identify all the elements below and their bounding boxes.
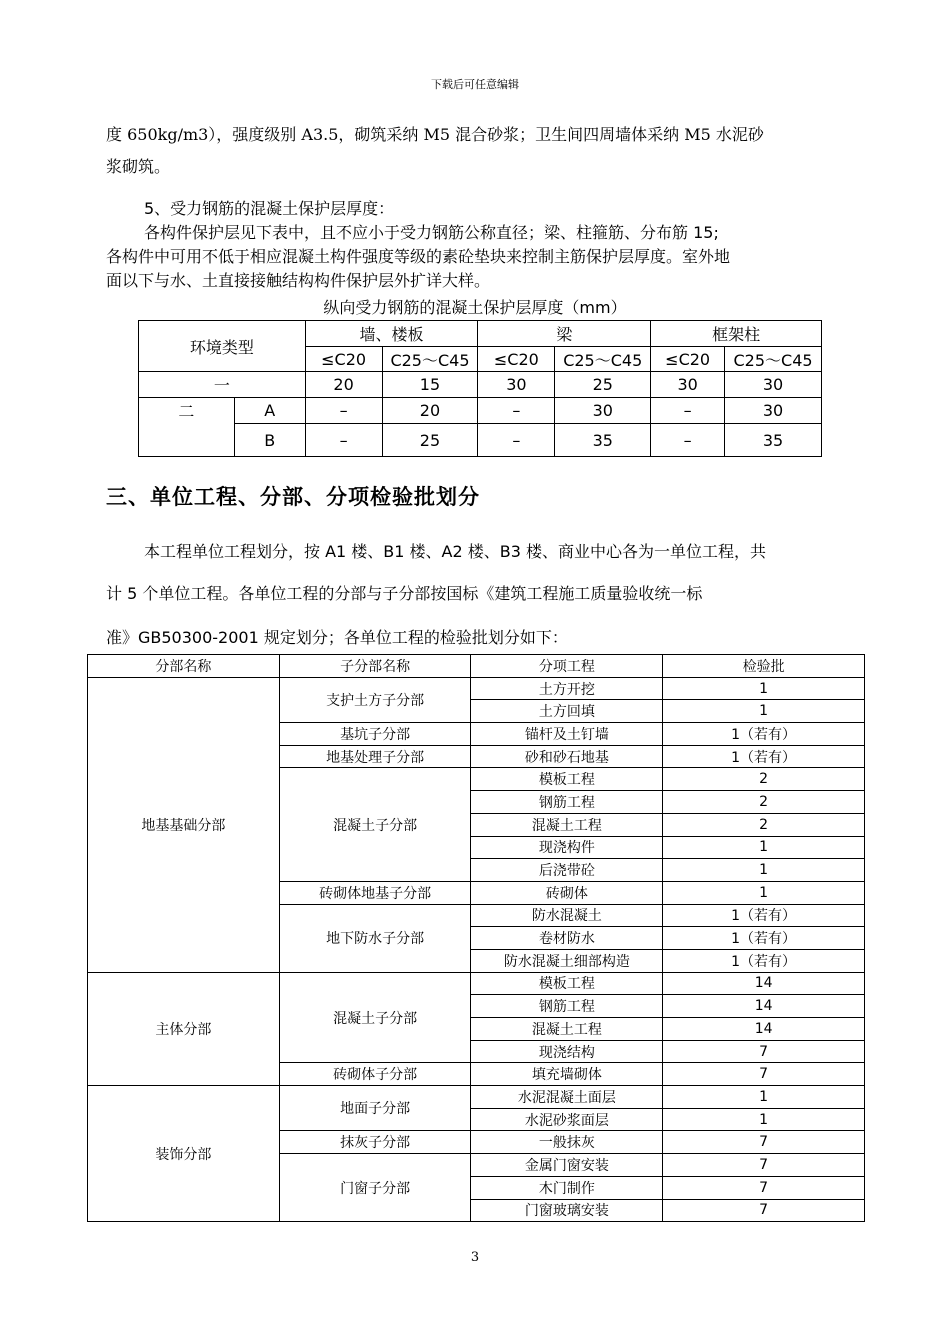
item-name-cell: 防水混凝土细部构造: [471, 949, 663, 972]
inspection-batch-table: [87, 654, 865, 1222]
batch-count-cell: 14: [663, 972, 865, 995]
item-name-cell: 钢筋工程: [471, 791, 663, 814]
batch-count-cell: 7: [663, 1131, 865, 1154]
subpart-name-cell: 砖砌体地基子分部: [279, 881, 471, 904]
batch-count-cell: 7: [663, 1040, 865, 1063]
item-name-cell: 锚杆及土钉墙: [471, 723, 663, 746]
part-name-cell: 装饰分部: [88, 1086, 280, 1222]
subpart-name-cell: 抹灰子分部: [279, 1131, 471, 1154]
table-cell: 25: [382, 424, 478, 457]
table-cell: –: [651, 424, 725, 457]
table-cell: –: [478, 398, 555, 424]
table-cell: 35: [725, 424, 822, 457]
table-cell: 30: [651, 372, 725, 398]
table-row: [88, 972, 865, 995]
subpart-name-cell: 地下防水子分部: [279, 904, 471, 972]
paragraph-line: 本工程单位工程划分，按 A1 楼、B1 楼、A2 楼、B3 楼、商业中心各为一单位工程，共: [144, 542, 766, 561]
paragraph-line: 各构件保护层见下表中，且不应小于受力钢筋公称直径；梁、柱箍筋、分布筋 15;: [144, 223, 719, 242]
part-name-cell: 主体分部: [88, 972, 280, 1085]
batch-count-cell: 2: [663, 768, 865, 791]
subpart-name-cell: 砖砌体子分部: [279, 1063, 471, 1086]
env-type-cell: 二: [139, 398, 235, 424]
batch-count-cell: 1（若有）: [663, 927, 865, 950]
table-cell: –: [651, 398, 725, 424]
table-cell: 20: [305, 372, 382, 398]
batch-count-cell: 7: [663, 1199, 865, 1222]
item-name-cell: 土方开挖: [471, 677, 663, 700]
batch-count-cell: 1: [663, 677, 865, 700]
batch-count-cell: 7: [663, 1154, 865, 1177]
table-cell: 30: [725, 372, 822, 398]
batch-count-cell: 7: [663, 1176, 865, 1199]
table-cell: 30: [555, 398, 651, 424]
batch-count-cell: 1: [663, 1108, 865, 1131]
table-cell: 35: [555, 424, 651, 457]
item-name-cell: 混凝土工程: [471, 813, 663, 836]
group-header: 墙、楼板: [305, 321, 478, 347]
page-number: 3: [470, 1250, 480, 1265]
item-name-cell: 现浇结构: [471, 1040, 663, 1063]
table-cell: 20: [382, 398, 478, 424]
column-header: 分部名称: [88, 655, 280, 678]
item-name-cell: 一般抹灰: [471, 1131, 663, 1154]
batch-count-cell: 14: [663, 1018, 865, 1041]
subpart-name-cell: 支护土方子分部: [279, 677, 471, 722]
paragraph-line: 浆砌筑。: [106, 157, 171, 176]
env-type-header: 环境类型: [139, 321, 306, 372]
subpart-name-cell: 基坑子分部: [279, 723, 471, 746]
item-name-cell: 卷材防水: [471, 927, 663, 950]
env-type-cell: [139, 424, 235, 457]
batch-count-cell: 1（若有）: [663, 904, 865, 927]
batch-count-cell: 14: [663, 995, 865, 1018]
paragraph-line: 度 650kg/m3），强度级别 A3.5，砌筑采纳 M5 混合砂浆；卫生间四周墙体采纳 M5 水泥砂: [106, 125, 764, 144]
batch-count-cell: 1（若有）: [663, 745, 865, 768]
cover-thickness-table: [138, 320, 822, 457]
item-name-cell: 砖砌体: [471, 881, 663, 904]
section-5-title: 5、受力钢筋的混凝土保护层厚度：: [144, 199, 395, 218]
batch-count-cell: 1: [663, 881, 865, 904]
batch-count-cell: 1: [663, 836, 865, 859]
item-name-cell: 木门制作: [471, 1176, 663, 1199]
item-name-cell: 模板工程: [471, 972, 663, 995]
batch-count-cell: 2: [663, 813, 865, 836]
item-name-cell: 砂和砂石地基: [471, 745, 663, 768]
page-header: 下载后可任意编辑: [431, 78, 519, 91]
batch-count-cell: 1: [663, 700, 865, 723]
sub-header: ≤C20: [478, 347, 555, 372]
table-cell: 15: [382, 372, 478, 398]
subpart-name-cell: 混凝土子分部: [279, 768, 471, 881]
env-type-cell: 一: [139, 372, 306, 398]
column-header: 分项工程: [471, 655, 663, 678]
batch-count-cell: 1: [663, 1086, 865, 1109]
batch-count-cell: 2: [663, 791, 865, 814]
subpart-name-cell: 门窗子分部: [279, 1154, 471, 1222]
table1-caption: 纵向受力钢筋的混凝土保护层厚度（mm）: [323, 298, 627, 317]
column-header: 子分部名称: [279, 655, 471, 678]
sub-header: ≤C20: [305, 347, 382, 372]
table-cell: 30: [725, 398, 822, 424]
sub-header: C25～C45: [725, 347, 822, 372]
batch-count-cell: 1（若有）: [663, 949, 865, 972]
paragraph-line: 准》GB50300-2001 规定划分；各单位工程的检验批划分如下：: [106, 628, 568, 647]
subpart-name-cell: 混凝土子分部: [279, 972, 471, 1063]
table-cell: –: [305, 398, 382, 424]
group-header: 梁: [478, 321, 651, 347]
sub-header: C25～C45: [382, 347, 478, 372]
env-subtype-cell: B: [234, 424, 305, 457]
item-name-cell: 门窗玻璃安装: [471, 1199, 663, 1222]
item-name-cell: 金属门窗安装: [471, 1154, 663, 1177]
table-cell: –: [478, 424, 555, 457]
table-cell: 25: [555, 372, 651, 398]
subpart-name-cell: 地基处理子分部: [279, 745, 471, 768]
table-cell: 30: [478, 372, 555, 398]
section-3-title: 三、单位工程、分部、分项检验批划分: [106, 485, 480, 509]
batch-count-cell: 1（若有）: [663, 723, 865, 746]
table-cell: –: [305, 424, 382, 457]
table-row: [88, 1086, 865, 1109]
group-header: 框架柱: [651, 321, 822, 347]
part-name-cell: 地基基础分部: [88, 677, 280, 972]
paragraph-line: 计 5 个单位工程。各单位工程的分部与子分部按国标《建筑工程施工质量验收统一标: [106, 584, 703, 603]
item-name-cell: 水泥混凝土面层: [471, 1086, 663, 1109]
item-name-cell: 模板工程: [471, 768, 663, 791]
column-header: 检验批: [663, 655, 865, 678]
item-name-cell: 后浇带砼: [471, 859, 663, 882]
paragraph-line: 面以下与水、土直接接触结构构件保护层外扩详大样。: [106, 271, 491, 290]
env-subtype-cell: A: [234, 398, 305, 424]
sub-header: ≤C20: [651, 347, 725, 372]
item-name-cell: 现浇构件: [471, 836, 663, 859]
item-name-cell: 防水混凝土: [471, 904, 663, 927]
item-name-cell: 水泥砂浆面层: [471, 1108, 663, 1131]
paragraph-line: 各构件中可用不低于相应混凝土构件强度等级的素砼垫块来控制主筋保护层厚度。室外地: [106, 247, 731, 266]
subpart-name-cell: 地面子分部: [279, 1086, 471, 1131]
batch-count-cell: 7: [663, 1063, 865, 1086]
item-name-cell: 钢筋工程: [471, 995, 663, 1018]
item-name-cell: 混凝土工程: [471, 1018, 663, 1041]
item-name-cell: 填充墙砌体: [471, 1063, 663, 1086]
table-row: [88, 677, 865, 700]
batch-count-cell: 1: [663, 859, 865, 882]
item-name-cell: 土方回填: [471, 700, 663, 723]
sub-header: C25～C45: [555, 347, 651, 372]
